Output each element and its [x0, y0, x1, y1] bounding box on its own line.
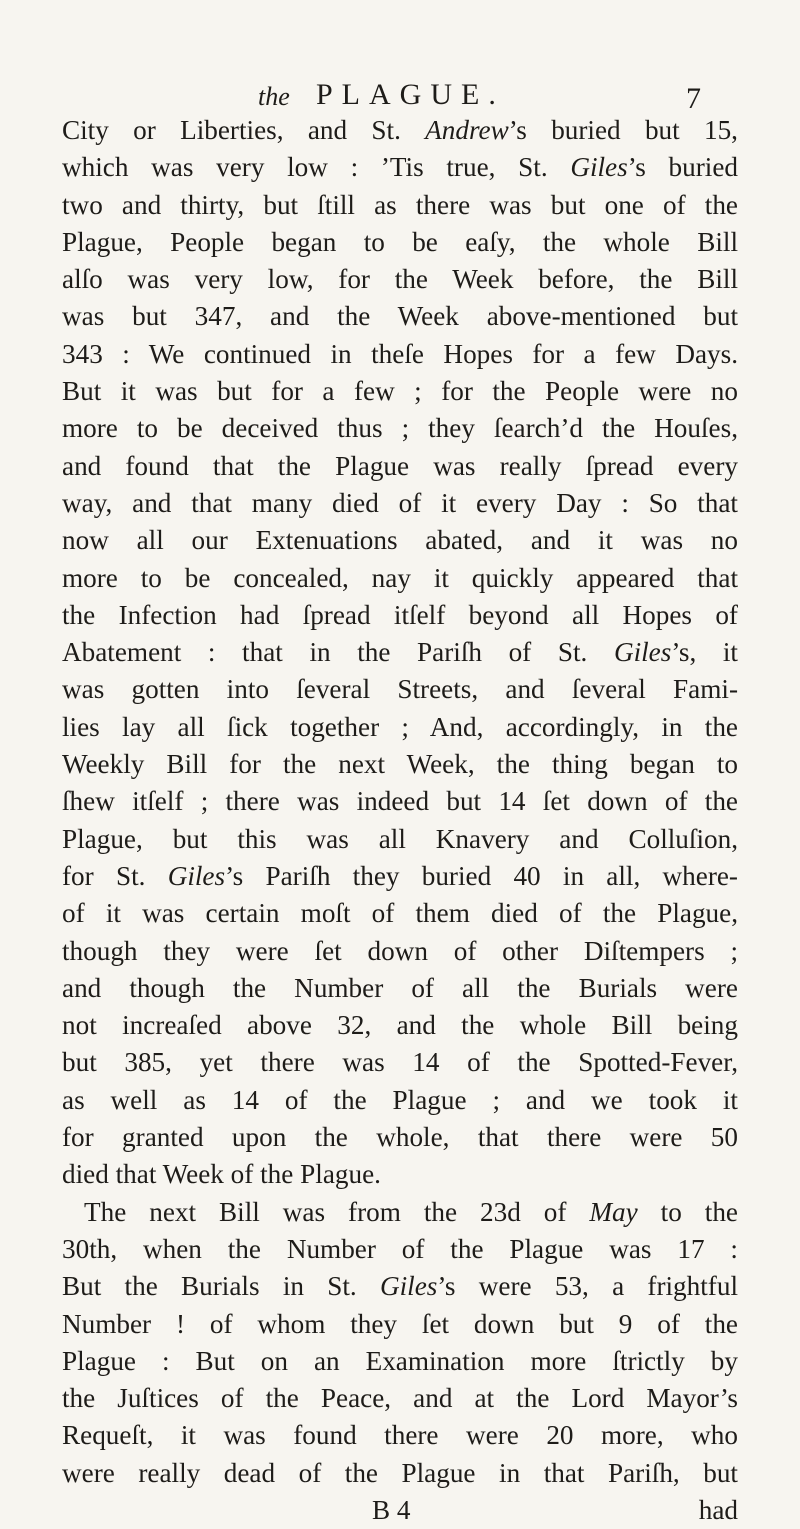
text-line: Plague, but this was all Knavery and Colluſion,	[62, 823, 738, 854]
text-line: Requeſt, it was found there were 20 more, who	[62, 1420, 738, 1451]
text-line: were really dead of the Plague in that Pariſh, but	[62, 1457, 738, 1488]
catch-line	[62, 1492, 738, 1529]
text-line: for St. Giles’s Pariſh they buried 40 in all, where-	[62, 860, 738, 891]
italic-name: Andrew	[425, 115, 509, 145]
catchword: had	[698, 1494, 738, 1525]
text-line: Abatement : that in the Pariſh of St. Giles’s, it	[62, 637, 738, 668]
text-line: ſhew itſelf ; there was indeed but 14 ſet down of the	[62, 786, 738, 817]
running-head	[258, 76, 718, 116]
signature-mark: B 4	[372, 1494, 411, 1525]
text-line: Plague, People began to be eaſy, the whole Bill	[62, 226, 738, 257]
text-line: But it was but for a few ; for the People were no	[62, 376, 738, 407]
text-line: now all our Extenuations abated, and it was no	[62, 525, 738, 556]
italic-name: Giles	[613, 637, 672, 668]
running-head-article: the	[258, 82, 290, 111]
text-line: But the Burials in St. Giles’s were 53, a frightful	[62, 1271, 738, 1302]
body-text	[62, 112, 738, 1529]
page-number: 7	[686, 82, 701, 115]
running-head-title: PLAGUE.	[316, 78, 505, 111]
text-line: lies lay all ſick together ; And, accordingly, in the	[62, 711, 738, 742]
text-line: and though the Number of all the Burials were	[62, 972, 738, 1003]
text-line: 30th, when the Number of the Plague was 17 :	[62, 1233, 738, 1264]
text-line: though they were ſet down of other Diſtempers ;	[62, 935, 738, 966]
text-line: The next Bill was from the 23d of May to the	[84, 1196, 738, 1227]
text-line: not increaſed above 32, and the whole Bill being	[62, 1010, 738, 1041]
text-line: died that Week of the Plague.	[62, 1159, 381, 1190]
text-line: for granted upon the whole, that there were 50	[62, 1122, 738, 1153]
text-line: as well as 14 of the Plague ; and we took it	[62, 1084, 738, 1115]
text-line: was gotten into ſeveral Streets, and ſeveral Fami-	[62, 674, 738, 705]
italic-name: Giles	[167, 860, 226, 891]
text-line: of it was certain moſt of them died of the Plague,	[62, 898, 738, 929]
text-line: but 385, yet there was 14 of the Spotted-Fever,	[62, 1047, 738, 1078]
text-line: which was very low : ’Tis true, St. Giles’s buried	[62, 152, 738, 183]
text-line: more to be concealed, nay it quickly appeared that	[62, 562, 738, 593]
text-line: two and thirty, but ſtill as there was but one of the	[62, 189, 738, 220]
text-line: Plague : But on an Examination more ſtrictly by	[62, 1345, 738, 1376]
text-line: Weekly Bill for the next Week, the thing began to	[62, 749, 738, 780]
text-line: and found that the Plague was really ſpread every	[62, 450, 738, 481]
text-line: was but 347, and the Week above-mentioned but	[62, 301, 738, 332]
text-line: more to be deceived thus ; they ſearch’d the Houſes,	[62, 413, 738, 444]
text-line: alſo was very low, for the Week before, the Bill	[62, 264, 738, 295]
text-line: way, and that many died of it every Day : So that	[62, 487, 738, 518]
italic-name: May	[589, 1196, 638, 1227]
text-line: the Infection had ſpread itſelf beyond all Hopes of	[62, 599, 738, 630]
italic-name: Giles	[570, 152, 628, 183]
text-line: Number ! of whom they ſet down but 9 of the	[62, 1308, 738, 1339]
text-line: 343 : We continued in theſe Hopes for a few Days.	[62, 338, 738, 369]
text-line: the Juſtices of the Peace, and at the Lord Mayor’s	[62, 1383, 738, 1414]
italic-name: Giles	[379, 1271, 438, 1302]
text-line: City or Liberties, and St. Andrew’s buried but 15,	[62, 115, 738, 145]
